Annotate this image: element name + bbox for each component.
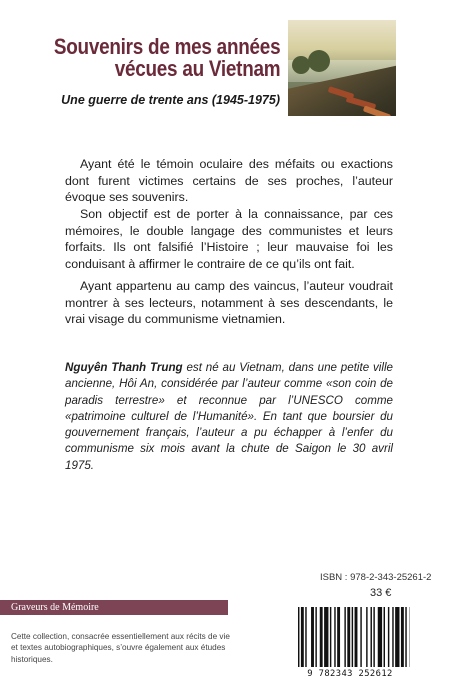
barcode-bar: [395, 607, 399, 667]
title-line-2: vécues au Vietnam: [114, 56, 280, 81]
title-block: [17, 36, 280, 80]
barcode-bar: [366, 607, 367, 667]
subtitle: Une guerre de trente ans (1945-1975): [61, 93, 280, 107]
barcode-bar: [355, 607, 358, 667]
barcode-bar: [347, 607, 350, 667]
photo-tree: [308, 50, 330, 72]
barcode-bar: [384, 607, 385, 667]
barcode-bar: [298, 607, 299, 667]
barcode-bar: [360, 607, 361, 667]
isbn: ISBN : 978-2-343-25261-2: [320, 572, 432, 583]
body-paragraph-2: Son objectif est de porter à la connaissance, par ces mémoires, le double langage des communistes et leurs forfaits. Ils ont falsifié l’Histoire ; leur mauvaise foi les conduisant à affirmer le contraire de ce qu’ils ont fait.: [65, 207, 393, 271]
barcode-bar: [315, 607, 316, 667]
barcode-number: 9 782343 252612: [307, 669, 393, 679]
body-paragraph-3: Ayant appartenu au camp des vaincus, l’auteur voudrait montrer à ses lecteurs, notamment à ses descendants, le vrai visage du communisme vietnamien.: [65, 279, 393, 326]
collection-description: Cette collection, consacrée essentiellement aux récits de vie et textes autobiographiques, s’ouvre également aux études historiques.: [11, 632, 230, 664]
body-paragraph-1: Ayant été le témoin oculaire des méfaits ou exactions dont furent victimes certains de ses proches, l’auteur évoque ses souvenirs.: [65, 157, 393, 204]
barcode-bar: [392, 607, 393, 667]
barcode-bar: [324, 607, 328, 667]
barcode-bar: [373, 607, 374, 667]
barcode-bar: [371, 607, 372, 667]
barcode-bar: [344, 607, 345, 667]
author-name: Nguyên Thanh Trung: [65, 361, 183, 374]
author-bio-text: est né au Vietnam, dans une petite ville ancienne, Hôi An, considérée par l’auteur comme «son coin de paradis terrestre» et reconnue par l’UNESCO comme «patrimoine culturel de l’Humanité». En tant que boursier du gouvernement français, l’auteur a pu échapper à l’enfer du communisme six mois avant la chute de Saigon le 30 avril 1975.: [65, 361, 393, 472]
title-line-1: Souvenirs de mes années: [53, 34, 280, 59]
price: 33 €: [370, 587, 392, 599]
barcode-bar: [388, 607, 389, 667]
author-bio: [65, 360, 393, 474]
barcode-bar: [320, 607, 323, 667]
barcode-bar: [405, 607, 406, 667]
barcode-bar: [301, 607, 304, 667]
barcode-bar: [337, 607, 340, 667]
barcode-bar: [401, 607, 404, 667]
barcode-bars: [290, 603, 410, 669]
barcode-bar: [311, 607, 314, 667]
cover-photo: [288, 20, 396, 116]
barcode-bar: [378, 607, 382, 667]
barcode-bar: [352, 607, 353, 667]
barcode-bar: [330, 607, 331, 667]
barcode-bar: [305, 607, 306, 667]
collection-name-bar: Graveurs de Mémoire: [0, 600, 228, 615]
barcode-bar: [334, 607, 335, 667]
